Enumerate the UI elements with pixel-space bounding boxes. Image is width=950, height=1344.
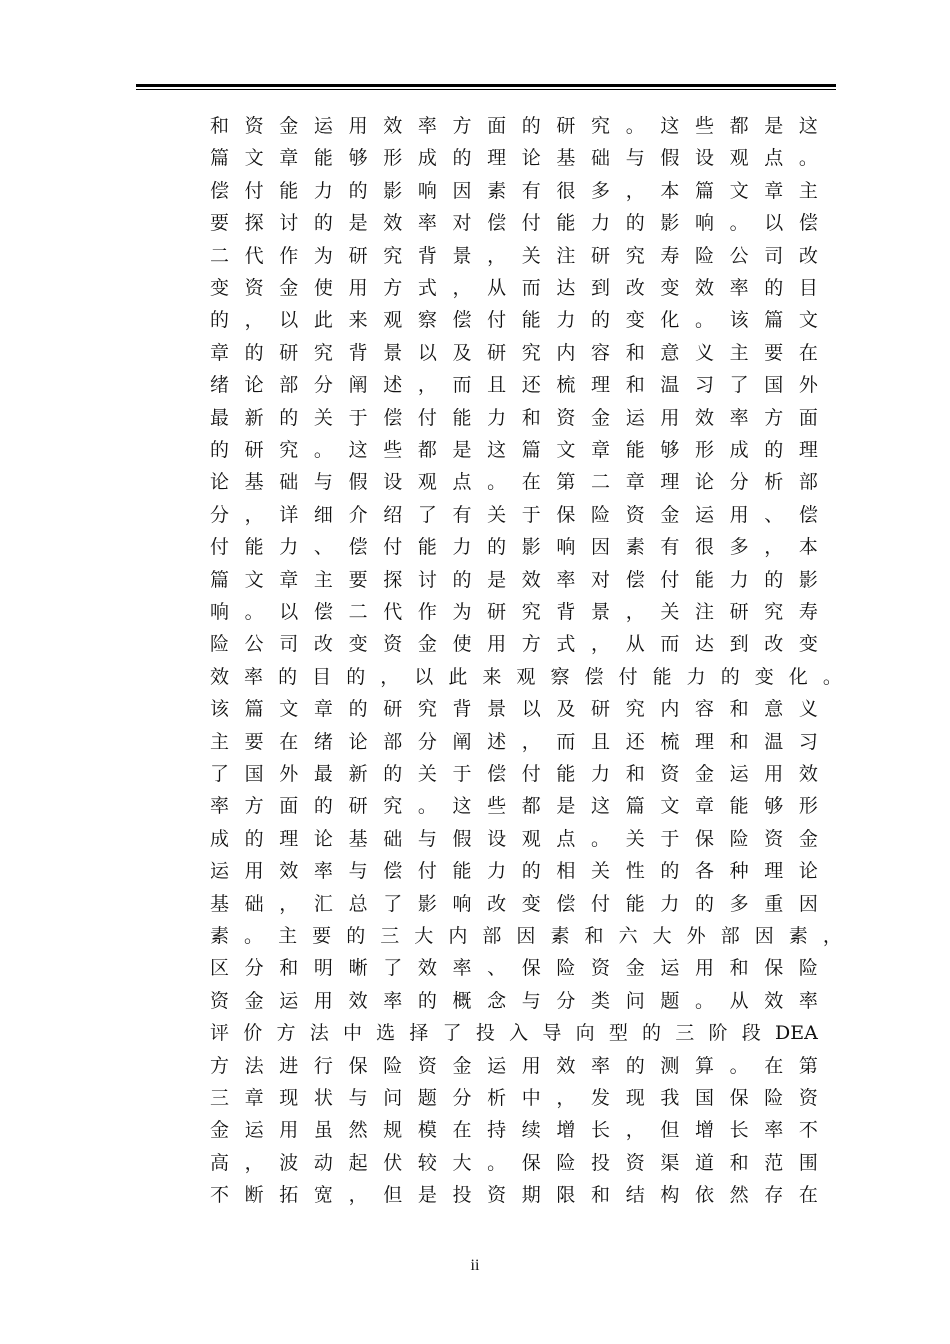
text-line: 素 。 主 要 的 三 大 内 部 因 素 和 六 大 外 部 因 素 ， [210,925,842,947]
text-line: 主 要 在 绪 论 部 分 阐 述 ， 而 且 还 梳 理 和 温 习 [210,730,818,753]
text-line: 篇 文 章 能 够 形 成 的 理 论 基 础 与 假 设 观 点 。 [210,147,818,170]
text-line: 偿 付 能 力 的 影 响 因 素 有 很 多 ， 本 篇 文 章 主 [210,179,818,202]
header-rule-thin [136,89,836,90]
text-line: 运 用 效 率 与 偿 付 能 力 的 相 关 性 的 各 种 理 论 [210,860,818,883]
text-line: 资 金 运 用 效 率 的 概 念 与 分 类 问 题 。 从 效 率 [210,989,818,1012]
text-line: 成 的 理 论 基 础 与 假 设 观 点 。 关 于 保 险 资 金 [210,827,818,850]
text-line: 篇 文 章 主 要 探 讨 的 是 效 率 对 偿 付 能 力 的 影 [210,568,818,591]
header-rule-thick [136,84,836,87]
text-line: 和 资 金 运 用 效 率 方 面 的 研 究 。 这 些 都 是 这 [210,115,818,137]
text-line: 论 基 础 与 假 设 观 点 。 在 第 二 章 理 论 分 析 部 [210,471,818,494]
text-line: 变 资 金 使 用 方 式 ， 从 而 达 到 改 变 效 率 的 目 [210,277,818,299]
text-line: 率 方 面 的 研 究 。 这 些 都 是 这 篇 文 章 能 够 形 [210,795,818,818]
text-line: 二 代 作 为 研 究 背 景 ， 关 注 研 究 寿 险 公 司 改 [210,244,818,267]
text-line: 了 国 外 最 新 的 关 于 偿 付 能 力 和 资 金 运 用 效 [210,763,818,785]
text-line: 付 能 力 、 偿 付 能 力 的 影 响 因 素 有 很 多 ， 本 [210,536,818,559]
text-line: 绪 论 部 分 阐 述 ， 而 且 还 梳 理 和 温 习 了 国 外 [210,374,818,397]
text-line: 要 探 讨 的 是 效 率 对 偿 付 能 力 的 影 响 。 以 偿 [210,212,818,235]
text-line: 该 篇 文 章 的 研 究 背 景 以 及 研 究 内 容 和 意 义 [210,698,818,721]
text-line: 三 章 现 状 与 问 题 分 析 中 ， 发 现 我 国 保 险 资 [210,1087,818,1109]
text-line: 的 ， 以 此 来 观 察 偿 付 能 力 的 变 化 。 该 篇 文 [210,309,818,332]
text-line: 方 法 进 行 保 险 资 金 运 用 效 率 的 测 算 。 在 第 [210,1054,818,1077]
text-line: 分 ， 详 细 介 绍 了 有 关 于 保 险 资 金 运 用 、 偿 [210,503,818,526]
text-line: 最 新 的 关 于 偿 付 能 力 和 资 金 运 用 效 率 方 面 [210,406,818,429]
text-line: 区 分 和 明 晰 了 效 率 、 保 险 资 金 运 用 和 保 险 [210,957,818,980]
text-line: 效 率 的 目 的 ， 以 此 来 观 察 偿 付 能 力 的 变 化 。 [210,665,842,688]
text-line: 响 。 以 偿 二 代 作 为 研 究 背 景 ， 关 注 研 究 寿 [210,601,818,623]
text-line: 基 础 ， 汇 总 了 影 响 改 变 偿 付 能 力 的 多 重 因 [210,892,818,915]
text-line: 评 价 方 法 中 选 择 了 投 入 导 向 型 的 三 阶 段 DEA [210,1022,818,1045]
text-line: 章 的 研 究 背 景 以 及 研 究 内 容 和 意 义 主 要 在 [210,341,818,364]
text-line: 不 断 拓 宽 ， 但 是 投 资 期 限 和 结 构 依 然 存 在 [210,1184,818,1207]
text-line: 险 公 司 改 变 资 金 使 用 方 式 ， 从 而 达 到 改 变 [210,633,818,656]
text-line: 高 ， 波 动 起 伏 较 大 。 保 险 投 资 渠 道 和 范 围 [210,1151,818,1174]
text-line: 的 研 究 。 这 些 都 是 这 篇 文 章 能 够 形 成 的 理 [210,439,818,461]
page-number: ii [470,1257,480,1274]
text-line: 金 运 用 虽 然 规 模 在 持 续 增 长 ， 但 增 长 率 不 [210,1119,818,1142]
